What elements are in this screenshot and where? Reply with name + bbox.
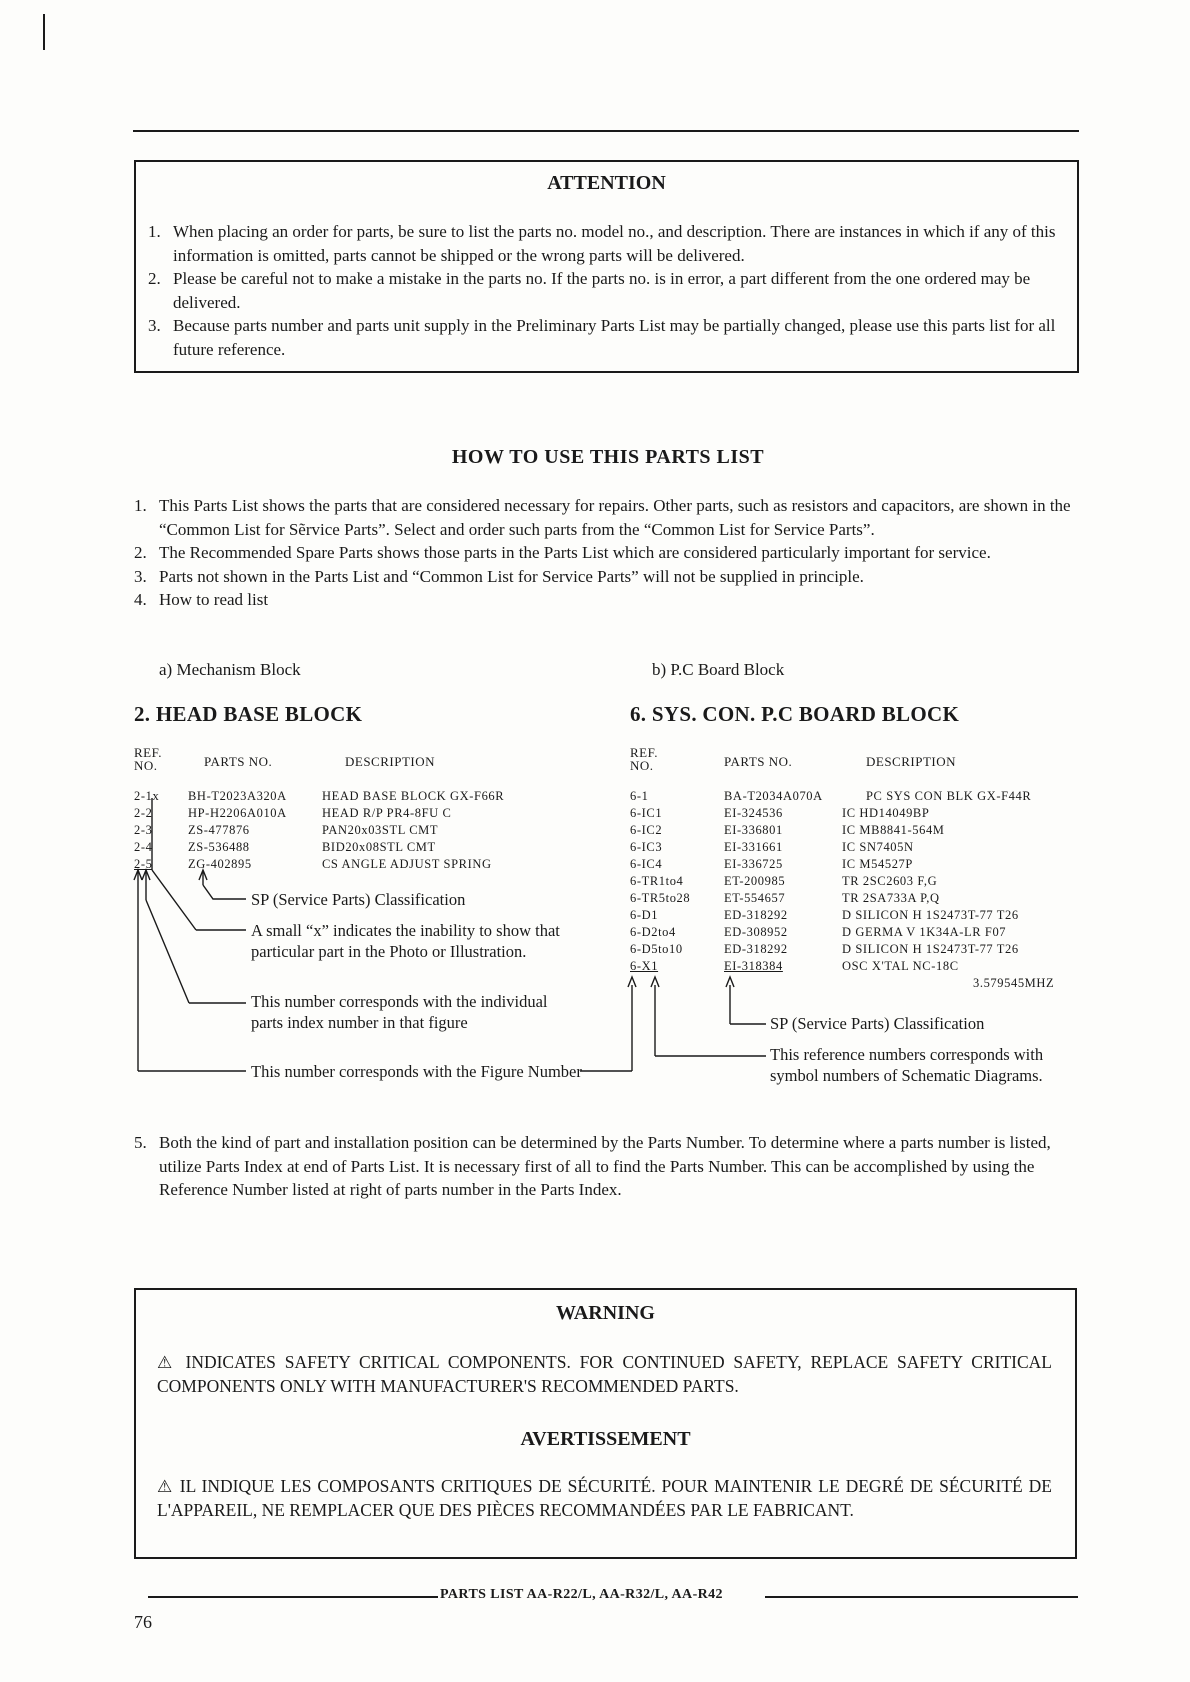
warning-triangle-icon: ⚠ <box>157 1353 177 1373</box>
howto-title: HOW TO USE THIS PARTS LIST <box>451 446 765 468</box>
table-row-ref: 2-5 <box>134 857 153 871</box>
sys-con-col-desc: DESCRIPTION <box>866 754 957 769</box>
howto-list-item5 <box>134 1131 1080 1202</box>
table-row-ref: 6-D2to4 <box>630 925 676 939</box>
attention-title: ATTENTION <box>547 172 666 194</box>
attention-item-number: 2. <box>148 269 161 288</box>
warning-box <box>134 1288 1077 1559</box>
howto-item-number: 2. <box>134 543 147 562</box>
table-row-desc: HEAD R/P PR4-8FU C <box>322 806 452 820</box>
warning-text-block <box>157 1351 1052 1398</box>
table-row-desc: D SILICON H 1S2473T-77 T26 <box>842 908 1019 922</box>
table-row-desc: IC SN7405N <box>842 840 914 854</box>
table-row-parts: EI-336725 <box>724 857 783 871</box>
table-row-desc: IC HD14049BP <box>842 806 930 820</box>
table-row-desc: D SILICON H 1S2473T-77 T26 <box>842 942 1019 956</box>
table-row-ref: 6-IC2 <box>630 823 663 837</box>
table-row-parts: EI-331661 <box>724 840 783 854</box>
sys-con-col-ref: REF. NO. <box>630 745 659 773</box>
sys-con-anno-sp: SP (Service Parts) Classification <box>770 1014 985 1033</box>
table-row-desc: OSC X'TAL NC-18C <box>842 959 959 973</box>
howto-item-number: 5. <box>134 1133 147 1152</box>
attention-item-text: Because parts number and parts unit supply in the Preliminary Parts List may be partially changed, please use this parts list for all future reference. <box>173 316 1056 359</box>
table-row-ref: 2-1x <box>134 789 160 803</box>
table-row-ref: 6-1 <box>630 789 649 803</box>
warning-text: INDICATES SAFETY CRITICAL COMPONENTS. FOR CONTINUED SAFETY, REPLACE SAFETY CRITICAL COMPONENTS ONLY WITH MANUFACTURER'S RECOMMENDED PARTS. <box>157 1352 1053 1396</box>
howto-item-text: This Parts List shows the parts that are considered necessary for repairs. Other parts, such as resistors and capacitors, are shown in the “Common List for Sẽrvice Parts”. Select and order such parts from the “Common List for Service Parts”. <box>159 496 1071 539</box>
attention-item-number: 1. <box>148 222 161 241</box>
head-base-col-ref: REF. NO. <box>134 745 163 773</box>
sub-pcboard: b) P.C Board Block <box>652 660 785 679</box>
table-row-ref: 6-D1 <box>630 908 659 922</box>
table-row-desc: HEAD BASE BLOCK GX-F66R <box>322 789 505 803</box>
page-number: 76 <box>134 1612 152 1632</box>
howto-item-number: 1. <box>134 496 147 515</box>
table-row-desc: BID20x08STL CMT <box>322 840 436 854</box>
table-row-desc: TR 2SC2603 F,G <box>842 874 938 888</box>
warning-triangle-icon: ⚠ <box>157 1477 174 1497</box>
table-row-desc: D GERMA V 1K34A-LR F07 <box>842 925 1007 939</box>
table-row-parts: ET-554657 <box>724 891 786 905</box>
attention-item-text: Please be careful not to make a mistake in the parts no. If the parts no. is in error, a part different from the one ordered may be delivered. <box>173 269 1031 312</box>
footer-rule-left <box>148 1596 438 1598</box>
table-row-parts: HP-H2206A010A <box>188 806 287 820</box>
head-base-col-parts: PARTS NO. <box>204 754 273 769</box>
table-row-parts: BA-T2034A070A <box>724 789 823 803</box>
table-row-desc: IC MB8841-564M <box>842 823 945 837</box>
avertissement-title: AVERTISSEMENT <box>520 1428 691 1450</box>
table-row-ref: 6-IC1 <box>630 806 663 820</box>
table-row-ref: 6-TR5to28 <box>630 891 691 905</box>
sub-mechanism: a) Mechanism Block <box>159 660 301 679</box>
table-row-ref: 2-2 <box>134 806 153 820</box>
head-base-col-desc: DESCRIPTION <box>345 754 436 769</box>
table-row-parts: BH-T2023A320A <box>188 789 287 803</box>
table-row-parts: ZG-402895 <box>188 857 252 871</box>
head-base-anno-x: A small “x” indicates the inability to show that particular part in the Photo or Illustration. <box>251 921 560 961</box>
attention-item-text: When placing an order for parts, be sure to list the parts no. model no., and description. There are instances in which if any of this information is omitted, parts cannot be shipped or the wrong parts will be delivered. <box>173 222 1056 265</box>
table-row-ref: 6-X1 <box>630 959 659 973</box>
table-row-parts: EI-318384 <box>724 959 783 973</box>
table-row-parts: ED-318292 <box>724 908 788 922</box>
avertissement-text-block <box>157 1475 1052 1522</box>
table-row-ref: 6-TR1to4 <box>630 874 684 888</box>
howto-item-text: Parts not shown in the Parts List and “Common List for Service Parts” will not be supplied in principle. <box>159 566 864 586</box>
table-row-ref: 2-3 <box>134 823 153 837</box>
table-row-desc: CS ANGLE ADJUST SPRING <box>322 857 492 871</box>
head-base-title: 2. HEAD BASE BLOCK <box>134 702 363 726</box>
x1-frequency: 3.579545MHZ <box>973 976 1055 990</box>
sys-con-title: 6. SYS. CON. P.C BOARD BLOCK <box>630 702 960 726</box>
table-row-desc: IC M54527P <box>842 857 913 871</box>
head-base-anno-sp: SP (Service Parts) Classification <box>251 890 466 909</box>
table-row-ref: 6-IC3 <box>630 840 663 854</box>
table-row-parts: ED-318292 <box>724 942 788 956</box>
footer-rule-right <box>765 1596 1078 1598</box>
avertissement-text: IL INDIQUE LES COMPOSANTS CRITIQUES DE SÉCURITÉ. POUR MAINTENIR LE DEGRÉ DE SÉCURITÉ DE L'APPAREIL, NE REMPLACER QUE DES PIÈCES RECOMMANDÉES PAR LE FABRICANT. <box>157 1476 1052 1520</box>
warning-title: WARNING <box>556 1302 655 1324</box>
howto-item-text: How to read list <box>159 590 269 609</box>
table-row-parts: EI-324536 <box>724 806 783 820</box>
table-row-parts: EI-336801 <box>724 823 783 837</box>
table-row-desc: PC SYS CON BLK GX-F44R <box>866 789 1032 803</box>
table-row-ref: 6-IC4 <box>630 857 663 871</box>
table-row-parts: ET-200985 <box>724 874 786 888</box>
attention-item-number: 3. <box>148 316 161 335</box>
footer-label: PARTS LIST AA-R22/L, AA-R32/L, AA-R42 <box>440 1587 723 1602</box>
howto-item-number: 4. <box>134 590 147 609</box>
table-row-ref: 2-4 <box>134 840 153 854</box>
head-base-anno-index: This number corresponds with the individual parts index number in that figure <box>251 992 548 1032</box>
table-row-parts: ED-308952 <box>724 925 788 939</box>
sys-con-col-parts: PARTS NO. <box>724 754 793 769</box>
table-row-desc: TR 2SA733A P,Q <box>842 891 940 905</box>
head-base-anno-figure: This number corresponds with the Figure Number <box>251 1062 582 1081</box>
table-row-parts: ZS-477876 <box>188 823 250 837</box>
howto-item-number: 3. <box>134 566 147 586</box>
sys-con-anno-ref: This reference numbers corresponds with symbol numbers of Schematic Diagrams. <box>770 1045 1044 1085</box>
table-row-ref: 6-D5to10 <box>630 942 683 956</box>
howto-item-text: Both the kind of part and installation position can be determined by the Parts Number. To determine where a parts number is listed, utilize Parts Index at end of Parts List. It is necessary first of all to find the Parts Number. This can be accomplished by using the Reference Number listed at right of parts number in the Parts Index. <box>159 1133 1051 1199</box>
table-row-parts: ZS-536488 <box>188 840 250 854</box>
howto-item-5 <box>134 1131 1080 1202</box>
table-row-desc: PAN20x03STL CMT <box>322 823 439 837</box>
howto-item-text: The Recommended Spare Parts shows those parts in the Parts List which are considered particularly important for service. <box>159 543 991 562</box>
